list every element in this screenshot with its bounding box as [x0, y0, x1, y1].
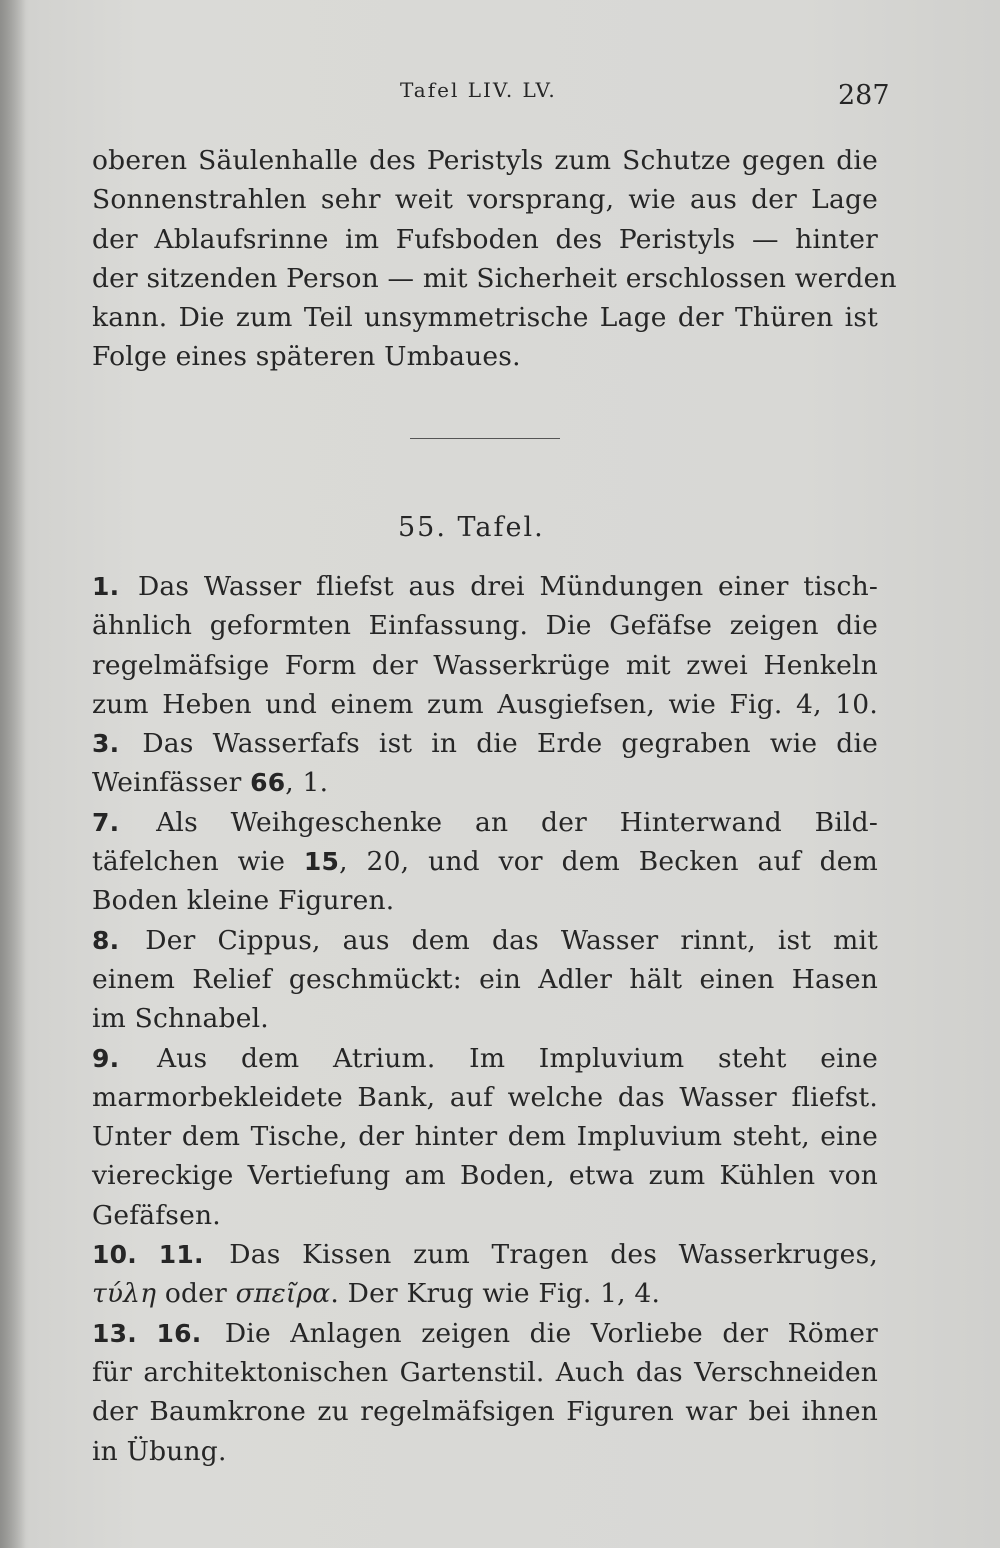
entry-text: Aus dem Atrium. Im Impluvium steht eine	[156, 1042, 878, 1074]
text-fragment: . Der Krug wie Fig. 1, 4.	[330, 1278, 661, 1310]
text-line: zum Heben und einem zum Ausgiefsen, wie Fig. 4, 10.	[92, 688, 878, 720]
entry-number: 10. 11.	[92, 1240, 204, 1270]
text-line: kann. Die zum Teil unsymmetrische Lage der Thüren ist	[92, 302, 878, 334]
entry-number: 1.	[92, 572, 120, 601]
entry-8-line	[92, 921, 878, 960]
text-fragment: Weinfässer	[92, 767, 251, 799]
entry-number: 7.	[92, 807, 120, 837]
text-line: im Schnabel.	[92, 1003, 269, 1035]
text-line: viereckige Vertiefung am Boden, etwa zum Kühlen von	[92, 1160, 878, 1192]
text-fragment: , 20, und vor dem Becken auf dem	[339, 846, 879, 878]
entry-9-line	[92, 1039, 878, 1078]
entry-number: 9.	[92, 1043, 120, 1073]
text-line	[92, 842, 878, 881]
text-line: der Ablaufsrinne im Fufsboden des Peristyls — hinter	[92, 223, 878, 255]
page-edge-shadow	[0, 0, 26, 1548]
text-line: Gefäfsen.	[92, 1199, 221, 1231]
plate-reference: 66	[250, 768, 286, 798]
entry-10-11-line	[92, 1235, 878, 1274]
entry-13-16-line	[92, 1314, 878, 1353]
text-line: Boden kleine Figuren.	[92, 885, 395, 917]
text-fragment: täfelchen wie	[92, 846, 304, 878]
section-title: 55. Tafel.	[398, 512, 545, 543]
text-line: Unter dem Tische, der hinter dem Impluvium steht, eine	[92, 1121, 878, 1153]
entry-7-line	[92, 803, 878, 842]
entry-number: 13. 16.	[92, 1318, 202, 1348]
text-line: oberen Säulenhalle des Peristyls zum Schutze gegen die	[92, 145, 878, 176]
plate-notes	[92, 567, 878, 1471]
entry-text: Das Wasserfafs ist in die Erde gegraben wie die	[142, 728, 879, 760]
text-line: der sitzenden Person — mit Sicherheit erschlossen werden	[92, 262, 897, 294]
entry-number: 8.	[92, 925, 120, 955]
entry-text: Die Anlagen zeigen die Vorliebe der Römer	[224, 1317, 879, 1349]
plate-reference: 15	[303, 847, 340, 877]
text-line: ähnlich geformten Einfassung. Die Gefäfse zeigen die	[92, 610, 878, 642]
text-fragment: , 1.	[285, 767, 329, 799]
text-line: Folge eines späteren Umbaues.	[92, 341, 521, 373]
entry-3-line	[92, 724, 878, 763]
text-line: einem Relief geschmückt: ein Adler hält einen Hasen	[92, 963, 878, 995]
entry-1-line	[92, 567, 878, 606]
entry-text: Das Kissen zum Tragen des Wasserkruges,	[229, 1239, 878, 1271]
running-head	[0, 72, 1000, 112]
entry-text: Der Cippus, aus dem das Wasser rinnt, ist mit	[145, 924, 879, 956]
text-fragment: oder	[156, 1278, 236, 1310]
greek-term: σπεῖρα	[235, 1278, 331, 1310]
text-line: der Baumkrone zu regelmäfsigen Figuren war bei ihnen	[92, 1396, 878, 1428]
greek-term: τύλη	[92, 1278, 157, 1310]
entry-text: Das Wasser fliefst aus drei Mündungen einer tisch-	[137, 571, 879, 602]
intro-paragraph	[92, 141, 897, 377]
text-line: marmorbekleidete Bank, auf welche das Wasser fliefst.	[92, 1081, 878, 1113]
section-divider	[410, 438, 560, 439]
text-line	[92, 763, 878, 802]
entry-text: Als Weihgeschenke an der Hinterwand Bild-	[156, 806, 878, 838]
text-line: für architektonischen Gartenstil. Auch das Verschneiden	[92, 1356, 878, 1388]
text-line: in Übung.	[92, 1435, 227, 1467]
running-title: Tafel LIV. LV.	[400, 78, 557, 102]
text-line: regelmäfsige Form der Wasserkrüge mit zwei Henkeln	[92, 649, 878, 681]
text-line: Sonnenstrahlen sehr weit vorsprang, wie aus der Lage	[92, 184, 878, 216]
page-number: 287	[838, 80, 890, 111]
text-line	[92, 1274, 878, 1313]
entry-number: 3.	[92, 729, 120, 759]
